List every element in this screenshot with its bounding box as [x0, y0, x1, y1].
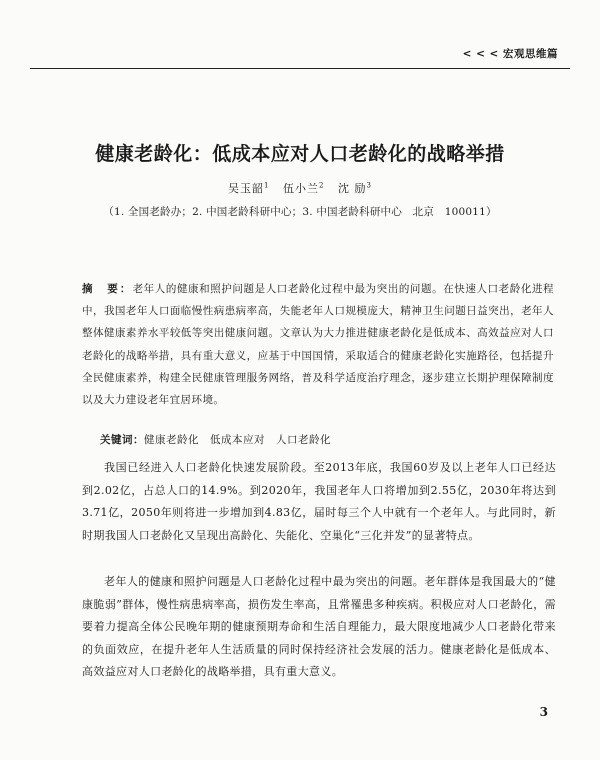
keywords	[100, 432, 560, 447]
page-number: 3	[539, 705, 548, 719]
author-name: 吴玉韶	[228, 182, 265, 195]
author-affil-mark: 1	[264, 181, 270, 190]
header-divider	[30, 68, 570, 69]
author-name: 沈 励	[337, 182, 367, 195]
section-header: < < < 宏观思维篇	[462, 48, 558, 60]
author-list	[0, 180, 600, 196]
body-paragraph: 老年人的健康和照护问题是人口老龄化过程中最为突出的问题。老年群体是我国最大的“健康脆弱”群体，慢性病患病率高，损伤发生率高，且常罹患多种疾病。积极应对人口老龄化，需要着力提高全体公民晚年期的健康预期寿命和生活自理能力，最大限度地减少人口老龄化带来的负面效应，在提升老年人生活质量的同时保持经济社会发展的活力。健康老龄化是低成本、高效益应对人口老龄化的战略举措，具有重大意义。	[82, 575, 556, 678]
abstract-text: 老年人的健康和照护问题是人口老龄化过程中最为突出的问题。在快速人口老龄化进程中，我国老年人口面临慢性病患病率高，失能老年人口规模庞大，精神卫生问题日益突出，老年人整体健康素养水平较低等突出健康问题。文章认为大力推进健康老龄化是低成本、高效益应对人口老龄化的战略举措，具有重大意义，应基于中国国情，采取适合的健康老龄化实施路径，包括提升全民健康素养，构建全民健康管理服务网络，普及科学适度治疗理念，逐步建立长期护理保障制度以及大力建设老年宜居环境。	[82, 283, 554, 407]
abstract-label: 摘 要：	[82, 283, 133, 295]
body-paragraph: 我国已经进入人口老龄化快速发展阶段。至2013年底，我国60岁及以上老年人口已经达到2.02亿，占总人口的14.9%。到2020年，我国老年人口将增加到2.55亿，2030年将达到3.71亿，2050年则将进一步增加到4.83亿，届时每三个人中就有一个老年人。与此同时，新时期我国人口老龄化又呈现出高龄化、失能化、空巢化“三化并发”的显著特点。	[82, 461, 556, 542]
article-title: 健康老龄化：低成本应对人口老龄化的战略举措	[95, 143, 505, 165]
author-name: 伍小兰	[283, 182, 320, 195]
keywords-text: 健康老龄化 低成本应对 人口老龄化	[144, 434, 331, 446]
keywords-label: 关键词：	[100, 434, 144, 446]
abstract	[82, 278, 554, 411]
author-affil-mark: 3	[366, 181, 372, 190]
affiliations: （1. 全国老龄办；2. 中国老龄科研中心；3. 中国老龄科研中心 北京 100011）	[103, 206, 497, 218]
author-affil-mark: 2	[319, 181, 325, 190]
running-header	[0, 44, 600, 64]
